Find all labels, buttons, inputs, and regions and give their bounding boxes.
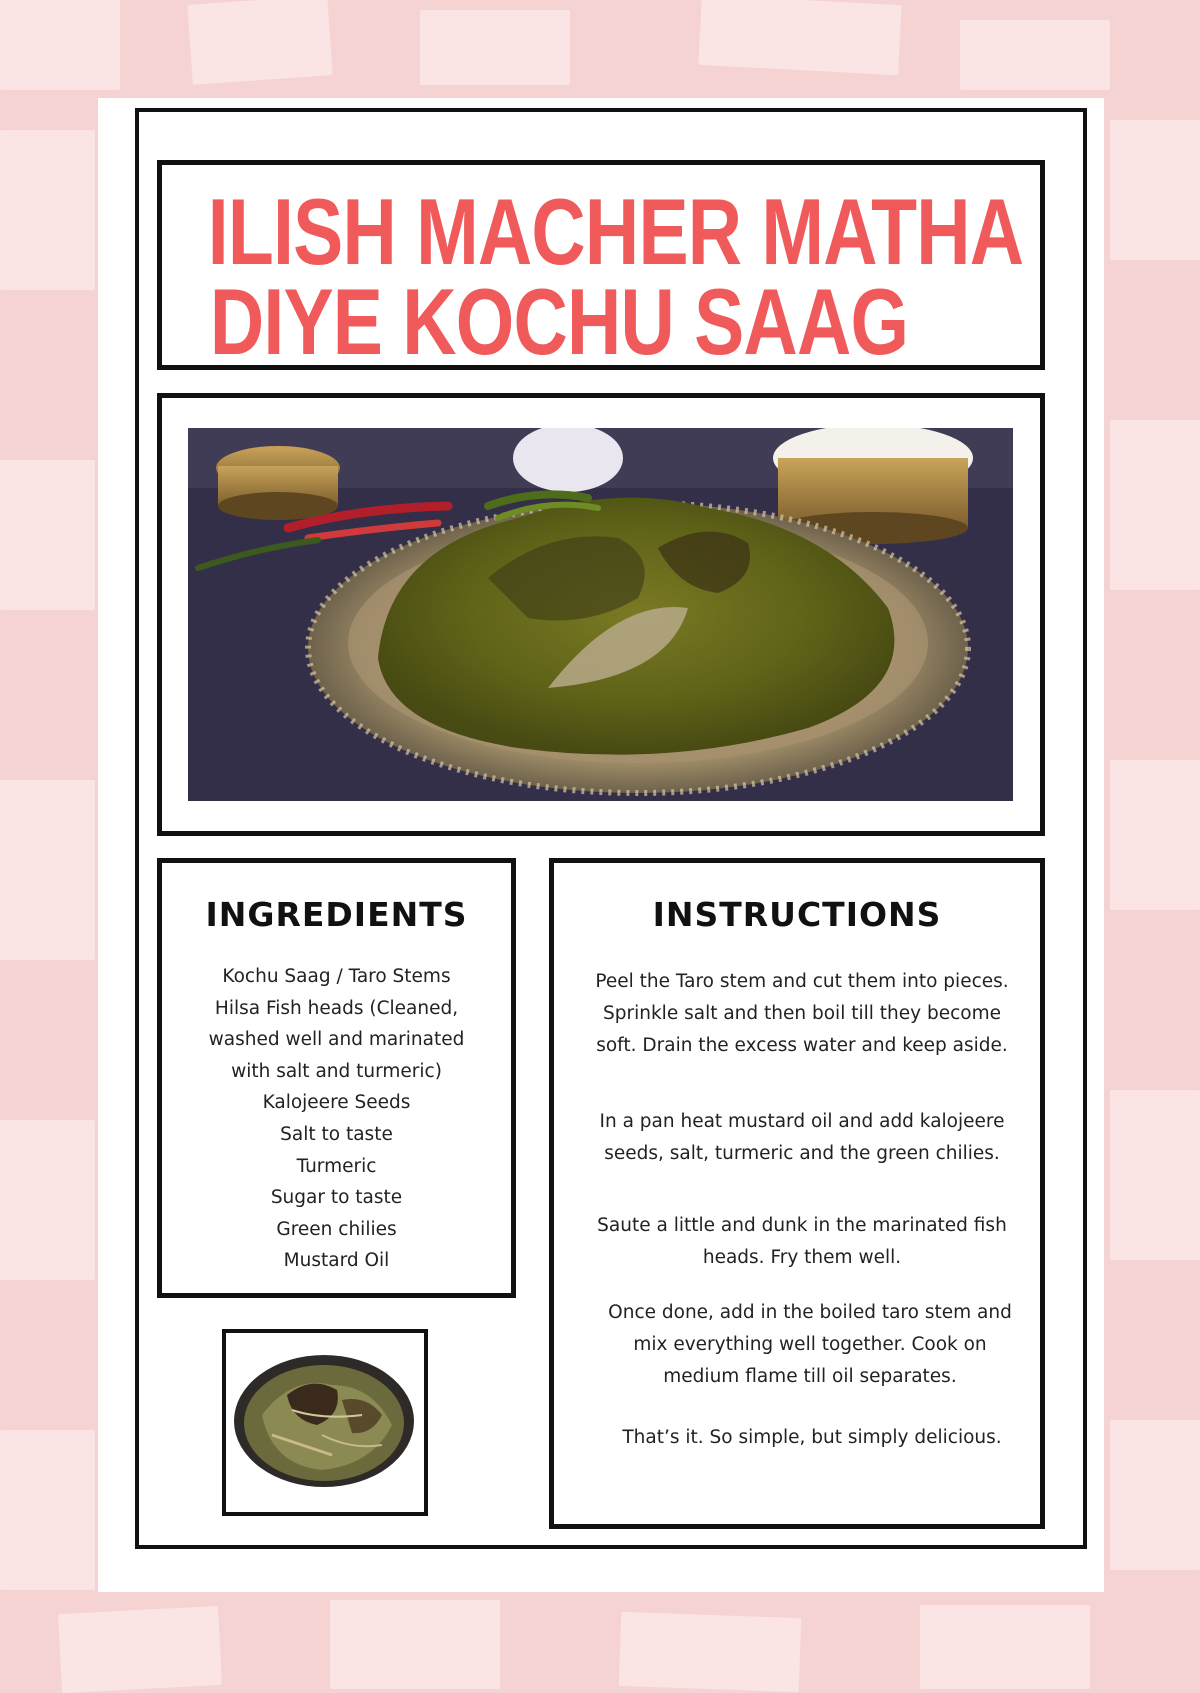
dish-thumbnail-illustration xyxy=(232,1355,416,1488)
bg-tile xyxy=(0,130,95,290)
bg-tile xyxy=(0,460,95,610)
step-line: Sprinkle salt and then boil till they become xyxy=(603,1003,1001,1024)
recipe-title-line2: DIYE KOCHU SAAG xyxy=(209,269,909,374)
title-box xyxy=(157,160,1045,374)
ingredient-item: Green chilies xyxy=(276,1218,397,1240)
recipe-title-line1: ILISH MACHER MATHA xyxy=(207,179,1024,284)
ingredient-item: Kochu Saag / Taro Stems xyxy=(222,966,451,987)
bg-tile xyxy=(619,1612,801,1692)
instruction-step-1 xyxy=(574,966,1030,1062)
step-line: mix everything well together. Cook on xyxy=(633,1334,987,1355)
ingredient-item: with salt and turmeric) xyxy=(231,1060,442,1082)
bg-tile xyxy=(0,780,95,960)
instructions-heading: INSTRUCTIONS xyxy=(652,895,942,934)
dish-photo xyxy=(188,428,1013,801)
instructions-box xyxy=(549,858,1045,1529)
bg-tile xyxy=(0,0,120,90)
instruction-step-2 xyxy=(574,1106,1030,1170)
step-line: seeds, salt, turmeric and the green chilies. xyxy=(604,1143,1000,1164)
instruction-step-3 xyxy=(574,1210,1030,1274)
instruction-step-4 xyxy=(582,1297,1038,1393)
bg-tile xyxy=(1110,760,1200,910)
ingredients-box xyxy=(157,858,516,1298)
bg-tile xyxy=(1110,1090,1200,1260)
bg-tile xyxy=(698,0,901,75)
ingredient-item: Turmeric xyxy=(296,1155,377,1177)
ingredient-item: Sugar to taste xyxy=(270,1187,403,1209)
ingredients-list xyxy=(162,961,511,1277)
step-line: Peel the Taro stem and cut them into pieces. xyxy=(595,971,1009,992)
step-line: heads. Fry them well. xyxy=(702,1247,902,1268)
step-line: In a pan heat mustard oil and add kalojeere xyxy=(599,1111,1005,1132)
step-line: That’s it. So simple, but simply delicious. xyxy=(622,1427,1002,1448)
step-line: medium flame till oil separates. xyxy=(663,1366,957,1387)
ingredients-heading: INGREDIENTS xyxy=(205,895,468,934)
instruction-step-5 xyxy=(584,1422,1040,1454)
ingredient-item: washed well and marinated xyxy=(208,1029,465,1051)
ingredient-item: Hilsa Fish heads (Cleaned, xyxy=(214,997,459,1019)
bg-tile xyxy=(330,1600,500,1689)
bg-tile xyxy=(960,20,1110,90)
bg-tile xyxy=(0,1120,95,1280)
ingredient-item: Salt to taste xyxy=(280,1123,393,1145)
bg-tile xyxy=(1110,1420,1200,1570)
bg-tile xyxy=(58,1606,222,1693)
step-line: soft. Drain the excess water and keep aside. xyxy=(596,1035,1008,1056)
ingredient-item: Kalojeere Seeds xyxy=(262,1092,411,1114)
step-line: Once done, add in the boiled taro stem and xyxy=(608,1302,1012,1323)
bg-tile xyxy=(1110,120,1200,260)
bg-tile xyxy=(920,1605,1090,1689)
bg-tile xyxy=(420,10,570,85)
dish-thumbnail xyxy=(232,1355,416,1488)
dish-photo-illustration xyxy=(188,428,1013,801)
ingredient-item: Mustard Oil xyxy=(283,1250,390,1272)
bg-tile xyxy=(1110,420,1200,590)
bg-tile xyxy=(0,1430,95,1590)
step-line: Saute a little and dunk in the marinated fish xyxy=(597,1215,1007,1236)
bg-tile xyxy=(187,0,332,85)
